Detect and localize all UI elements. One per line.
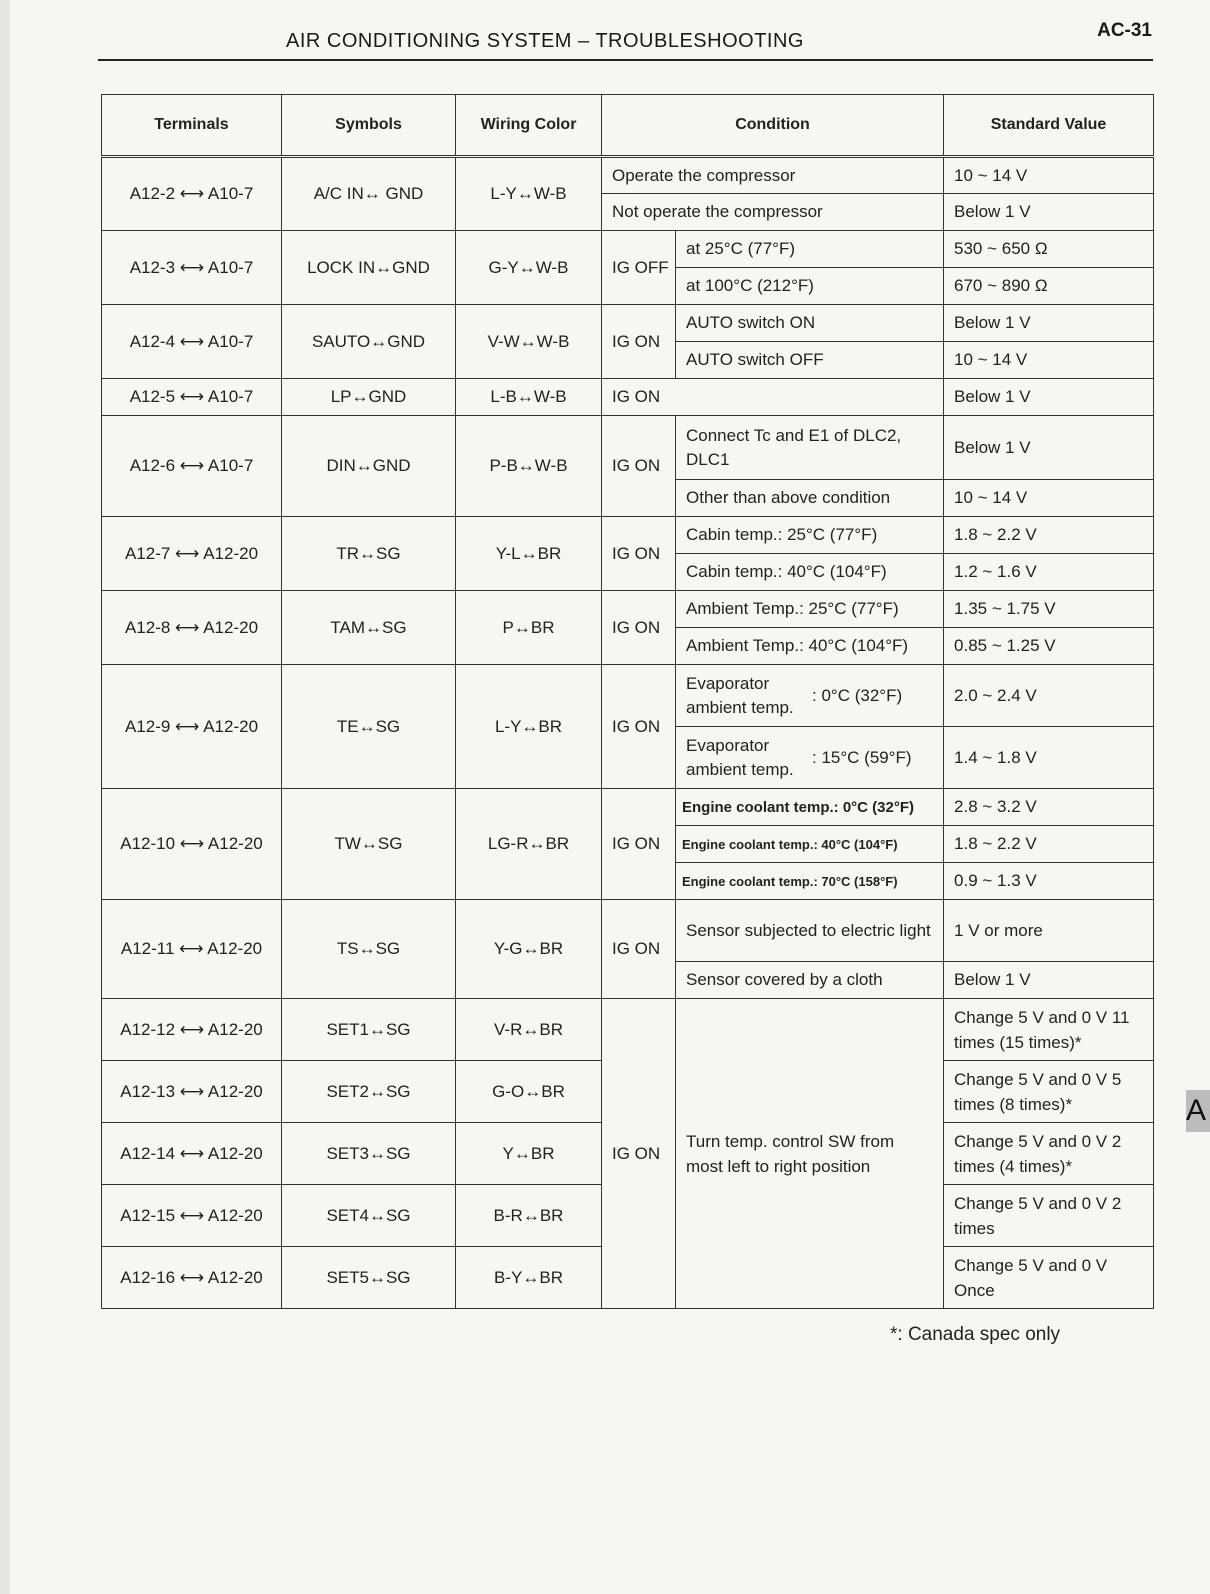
wiring-color-cell: V-R↔BR <box>456 999 602 1061</box>
table-row <box>102 379 1154 416</box>
header-standard-value: Standard Value <box>944 95 1154 157</box>
condition-temperature: : 0°C (32°F) <box>812 685 903 705</box>
condition-cell: AUTO switch OFF <box>676 342 944 379</box>
header-wiring-color: Wiring Color <box>456 95 602 157</box>
table-row <box>102 231 1154 268</box>
terminal-cell: A12-8 ⟷ A12-20 <box>102 591 282 665</box>
wiring-color-cell: V-W↔W-B <box>456 305 602 379</box>
standard-value-cell: 10 ~ 14 V <box>944 342 1154 379</box>
terminal-cell: A12-16 ⟷ A12-20 <box>102 1247 282 1309</box>
condition-cell: Sensor covered by a cloth <box>676 962 944 999</box>
standard-value-cell: Below 1 V <box>944 416 1154 480</box>
standard-value-cell: Change 5 V and 0 V 2 times <box>944 1185 1154 1247</box>
condition-cell: Cabin temp.: 25°C (77°F) <box>676 517 944 554</box>
ignition-mode-cell: IG ON <box>602 517 676 591</box>
condition-cell: Cabin temp.: 40°C (104°F) <box>676 554 944 591</box>
condition-cell: Connect Tc and E1 of DLC2, DLC1 <box>676 416 944 480</box>
terminal-cell: A12-3 ⟷ A10-7 <box>102 231 282 305</box>
terminal-cell: A12-12 ⟷ A12-20 <box>102 999 282 1061</box>
ignition-mode-cell: IG ON <box>602 999 676 1309</box>
standard-value-cell: Below 1 V <box>944 194 1154 231</box>
ignition-mode-cell: IG OFF <box>602 231 676 305</box>
terminal-cell: A12-15 ⟷ A12-20 <box>102 1185 282 1247</box>
standard-value-cell: 2.8 ~ 3.2 V <box>944 789 1154 826</box>
table-row <box>102 999 1154 1061</box>
condition-cell: Engine coolant temp.: 70°C (158°F) <box>676 863 944 900</box>
symbol-cell: SAUTO↔GND <box>282 305 456 379</box>
standard-value-cell: Change 5 V and 0 V 11 times (15 times)* <box>944 999 1154 1061</box>
wiring-color-cell: Y-L↔BR <box>456 517 602 591</box>
header-symbols: Symbols <box>282 95 456 157</box>
wiring-color-cell: Y↔BR <box>456 1123 602 1185</box>
condition-cell: Ambient Temp.: 40°C (104°F) <box>676 628 944 665</box>
ignition-mode-cell: IG ON <box>602 591 676 665</box>
wiring-color-cell: LG-R↔BR <box>456 789 602 900</box>
symbol-cell: DIN↔GND <box>282 416 456 517</box>
condition-cell: Not operate the compressor <box>602 194 944 231</box>
condition-temperature: : 15°C (59°F) <box>812 747 912 767</box>
standard-value-cell: Below 1 V <box>944 379 1154 416</box>
condition-cell <box>676 727 944 789</box>
terminal-cell: A12-13 ⟷ A12-20 <box>102 1061 282 1123</box>
section-tab: A <box>1186 1090 1210 1132</box>
table-header-row <box>102 95 1154 157</box>
condition-cell: AUTO switch ON <box>676 305 944 342</box>
standard-value-cell: 670 ~ 890 Ω <box>944 268 1154 305</box>
symbol-cell: SET5↔SG <box>282 1247 456 1309</box>
wiring-color-cell: B-R↔BR <box>456 1185 602 1247</box>
wiring-color-cell: L-B↔W-B <box>456 379 602 416</box>
wiring-color-cell: Y-G↔BR <box>456 900 602 999</box>
table-row <box>102 591 1154 628</box>
condition-cell: Operate the compressor <box>602 157 944 194</box>
table-row <box>102 416 1154 480</box>
table-row <box>102 517 1154 554</box>
table-row <box>102 157 1154 194</box>
standard-value-cell: 1.4 ~ 1.8 V <box>944 727 1154 789</box>
condition-label: Evaporator ambient temp. <box>686 735 794 779</box>
standard-value-cell: 1 V or more <box>944 900 1154 962</box>
symbol-cell: SET3↔SG <box>282 1123 456 1185</box>
standard-value-cell: 1.8 ~ 2.2 V <box>944 826 1154 863</box>
symbol-cell: LOCK IN↔GND <box>282 231 456 305</box>
symbol-cell: A/C IN↔ GND <box>282 157 456 231</box>
standard-value-cell: Below 1 V <box>944 962 1154 999</box>
header-terminals: Terminals <box>102 95 282 157</box>
page-title: AIR CONDITIONING SYSTEM – TROUBLESHOOTING <box>286 30 804 52</box>
wiring-color-cell: L-Y↔BR <box>456 665 602 789</box>
footnote: *: Canada spec only <box>890 1324 1061 1345</box>
table-row <box>102 305 1154 342</box>
condition-cell: Turn temp. control SW from most left to right position <box>676 999 944 1309</box>
condition-cell: Engine coolant temp.: 0°C (32°F) <box>676 789 944 826</box>
terminal-cell: A12-4 ⟷ A10-7 <box>102 305 282 379</box>
ignition-mode-cell: IG ON <box>602 665 676 789</box>
standard-value-cell: 10 ~ 14 V <box>944 157 1154 194</box>
symbol-cell: SET1↔SG <box>282 999 456 1061</box>
table-row <box>102 900 1154 962</box>
ignition-mode-cell: IG ON <box>602 416 676 517</box>
standard-value-cell: 2.0 ~ 2.4 V <box>944 665 1154 727</box>
standard-value-cell: 0.85 ~ 1.25 V <box>944 628 1154 665</box>
wiring-color-cell: P↔BR <box>456 591 602 665</box>
condition-cell: Engine coolant temp.: 40°C (104°F) <box>676 826 944 863</box>
symbol-cell: SET4↔SG <box>282 1185 456 1247</box>
page-edge <box>0 0 10 1594</box>
standard-value-cell: 0.9 ~ 1.3 V <box>944 863 1154 900</box>
table-row <box>102 789 1154 826</box>
symbol-cell: TE↔SG <box>282 665 456 789</box>
wiring-color-cell: P-B↔W-B <box>456 416 602 517</box>
terminal-cell: A12-11 ⟷ A12-20 <box>102 900 282 999</box>
condition-cell: at 25°C (77°F) <box>676 231 944 268</box>
wiring-color-cell: B-Y↔BR <box>456 1247 602 1309</box>
standard-value-cell: Change 5 V and 0 V 2 times (4 times)* <box>944 1123 1154 1185</box>
standard-value-cell: 1.8 ~ 2.2 V <box>944 517 1154 554</box>
symbol-cell: TR↔SG <box>282 517 456 591</box>
terminal-cell: A12-5 ⟷ A10-7 <box>102 379 282 416</box>
condition-cell: Other than above condition <box>676 480 944 517</box>
standard-value-cell: 10 ~ 14 V <box>944 480 1154 517</box>
standard-value-cell: 1.2 ~ 1.6 V <box>944 554 1154 591</box>
terminal-cell: A12-9 ⟷ A12-20 <box>102 665 282 789</box>
ignition-mode-cell: IG ON <box>602 305 676 379</box>
symbol-cell: TAM↔SG <box>282 591 456 665</box>
header-rule <box>98 59 1153 61</box>
standard-value-cell: 530 ~ 650 Ω <box>944 231 1154 268</box>
page-number: AC-31 <box>1097 20 1152 41</box>
condition-label: Evaporator ambient temp. <box>686 673 794 717</box>
condition-cell <box>676 665 944 727</box>
table-row <box>102 665 1154 727</box>
terminal-cell: A12-7 ⟷ A12-20 <box>102 517 282 591</box>
symbol-cell: TS↔SG <box>282 900 456 999</box>
wiring-color-cell: G-O↔BR <box>456 1061 602 1123</box>
symbol-cell: TW↔SG <box>282 789 456 900</box>
terminal-cell: A12-6 ⟷ A10-7 <box>102 416 282 517</box>
standard-value-cell: Below 1 V <box>944 305 1154 342</box>
ignition-mode-cell: IG ON <box>602 789 676 900</box>
condition-cell: Ambient Temp.: 25°C (77°F) <box>676 591 944 628</box>
wiring-color-cell: L-Y↔W-B <box>456 157 602 231</box>
symbol-cell: SET2↔SG <box>282 1061 456 1123</box>
ignition-mode-cell: IG ON <box>602 900 676 999</box>
standard-value-cell: 1.35 ~ 1.75 V <box>944 591 1154 628</box>
troubleshooting-table <box>101 94 1154 1309</box>
terminal-cell: A12-10 ⟷ A12-20 <box>102 789 282 900</box>
wiring-color-cell: G-Y↔W-B <box>456 231 602 305</box>
terminal-cell: A12-2 ⟷ A10-7 <box>102 157 282 231</box>
standard-value-cell: Change 5 V and 0 V 5 times (8 times)* <box>944 1061 1154 1123</box>
condition-cell: at 100°C (212°F) <box>676 268 944 305</box>
header-condition: Condition <box>602 95 944 157</box>
symbol-cell: LP↔GND <box>282 379 456 416</box>
ignition-mode-cell: IG ON <box>602 379 944 416</box>
standard-value-cell: Change 5 V and 0 V Once <box>944 1247 1154 1309</box>
condition-cell: Sensor subjected to electric light <box>676 900 944 962</box>
terminal-cell: A12-14 ⟷ A12-20 <box>102 1123 282 1185</box>
